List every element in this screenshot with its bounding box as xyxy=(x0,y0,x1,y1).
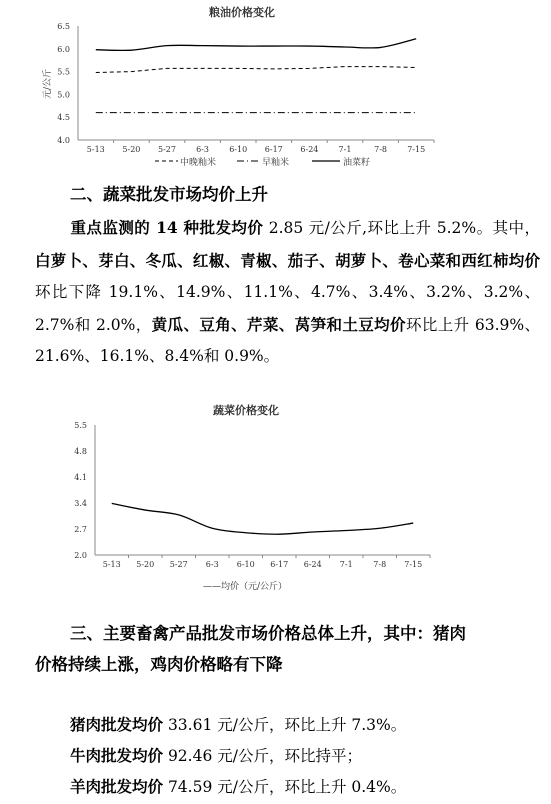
legend-label-early-rice: 早籼米 xyxy=(262,158,290,168)
legend-label-mid-late-rice: 中晚籼米 xyxy=(180,158,217,168)
x-tick-label: 5-20 xyxy=(136,560,155,569)
mutton-price-line xyxy=(70,775,406,799)
paragraph-text: 环比下降 19.1%、14.9%、11.1%、4.7%、3.4%、3.2%、3.2%、2.7%和 2.0%， xyxy=(35,283,540,334)
heading-line: 三、主要畜禽产品批发市场价格总体上升，其中：猪肉 xyxy=(70,624,466,643)
item-label: 牛肉批发均价 xyxy=(70,746,164,765)
x-tick-label: 5-13 xyxy=(102,560,121,569)
x-tick-label: 7-8 xyxy=(373,560,387,569)
x-tick-label: 7-1 xyxy=(338,145,352,154)
y-tick-label: 6.5 xyxy=(57,22,70,31)
x-tick-label: 6-17 xyxy=(264,145,283,154)
y-axis-label: 元/公斤 xyxy=(43,68,53,100)
item-label: 羊肉批发均价 xyxy=(70,777,164,796)
vegetable-chart-svg xyxy=(0,395,551,605)
section-heading-livestock-cont: 价格持续上涨，鸡肉价格略有下降 xyxy=(35,655,283,674)
y-tick-label: 4.8 xyxy=(74,447,87,456)
vegetable-price-chart xyxy=(0,395,551,605)
section-heading-vegetables: 二、蔬菜批发市场均价上升 xyxy=(70,185,268,204)
x-tick-label: 5-27 xyxy=(158,145,176,154)
y-tick-label: 6.0 xyxy=(57,44,70,54)
item-text: 92.46 元/公斤，环比持平； xyxy=(163,747,362,765)
x-tick-label: 6-3 xyxy=(196,145,210,154)
paragraph-text: 环比上升 63.9%、21.6%、16.1%、8.4%和 0.9%。 xyxy=(35,315,540,365)
x-tick-label: 6-24 xyxy=(300,145,319,154)
section-heading-livestock xyxy=(70,619,530,649)
series-line-mid-late-rice xyxy=(96,67,416,73)
paragraph-bold-text: 白萝卜、芽白、冬瓜、红椒、青椒、茄子、胡萝卜、卷心菜和西红柿均价 xyxy=(35,250,540,270)
chart-title: 蔬菜价格变化 xyxy=(213,404,279,417)
x-tick-label: 5-20 xyxy=(122,145,141,154)
series-line-average-price xyxy=(112,503,414,534)
paragraph-bold-text: 黄瓜、豆角、芹菜、莴笋和土豆均价 xyxy=(151,314,406,334)
x-tick-label: 7-8 xyxy=(374,145,388,154)
x-tick-label: 6-10 xyxy=(236,560,255,569)
y-tick-label: 5.5 xyxy=(57,67,70,77)
chart-title: 粮油价格变化 xyxy=(209,6,275,19)
pork-price-line xyxy=(70,713,406,737)
y-tick-label: 4.0 xyxy=(57,136,70,145)
y-tick-label: 5.0 xyxy=(57,90,70,100)
y-tick-label: 5.5 xyxy=(74,421,87,430)
paragraph-text: 2.85 元/公斤,环比上升 5.2%。其中， xyxy=(263,219,540,237)
grain-oil-price-chart xyxy=(0,0,551,175)
x-tick-label: 5-13 xyxy=(86,145,105,154)
grain-oil-chart-svg xyxy=(0,0,551,175)
y-tick-label: 4.5 xyxy=(57,113,70,123)
item-text: 33.61 元/公斤，环比上升 7.3%。 xyxy=(163,716,407,734)
item-label: 猪肉批发均价 xyxy=(70,715,164,734)
item-text: 74.59 元/公斤，环比上升 0.4%。 xyxy=(163,778,407,796)
series-line-rapeseed xyxy=(96,39,416,51)
y-tick-label: 3.4 xyxy=(74,499,87,508)
beef-price-line xyxy=(70,744,362,768)
x-tick-label: 7-1 xyxy=(339,560,353,569)
x-tick-label: 6-17 xyxy=(270,560,289,569)
vegetable-paragraph xyxy=(35,212,540,373)
legend xyxy=(155,156,370,168)
x-tick-label: 7-15 xyxy=(404,560,423,569)
paragraph-bold-text: 重点监测的 14 种批发均价 xyxy=(70,218,264,237)
x-tick-label: 6-24 xyxy=(303,560,322,569)
x-tick-label: 7-15 xyxy=(407,145,426,154)
y-tick-label: 2.0 xyxy=(74,551,87,560)
x-tick-label: 6-10 xyxy=(229,145,248,154)
x-tick-label: 6-3 xyxy=(205,560,219,569)
x-tick-label: 5-27 xyxy=(169,560,188,569)
y-tick-label: 2.7 xyxy=(74,525,87,534)
legend-label-rapeseed: 油菜籽 xyxy=(343,158,371,168)
y-tick-label: 4.1 xyxy=(74,473,87,482)
legend-label-average-price: ——均价（元/公斤） xyxy=(202,582,288,592)
